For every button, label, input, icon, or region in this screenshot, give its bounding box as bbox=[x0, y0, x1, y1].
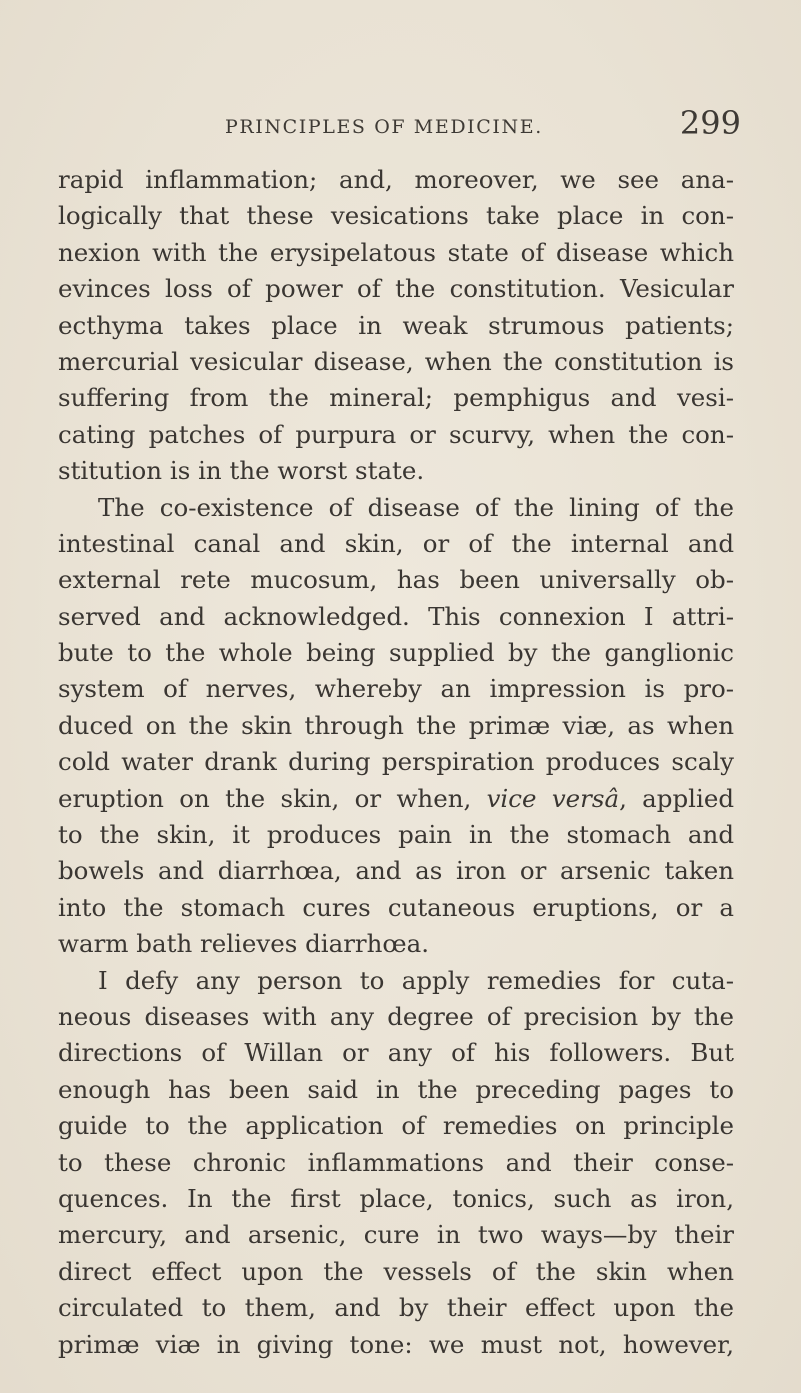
text-line: stitution is in the worst state. bbox=[58, 456, 425, 486]
text-line: warm bath relieves diarrhœa. bbox=[58, 929, 430, 959]
text-line: ecthyma takes place in weak strumous patients; bbox=[58, 310, 734, 340]
page-number: 299 bbox=[679, 104, 741, 142]
text-line: into the stomach cures cutaneous eruptions, or a bbox=[58, 892, 734, 922]
text-line: bute to the whole being supplied by the ganglionic bbox=[58, 638, 734, 668]
text-line: rapid inflammation; and, moreover, we see ana- bbox=[58, 165, 734, 194]
text-line: primæ viæ in giving tone: we must not, however, bbox=[58, 1329, 734, 1359]
text-line: duced on the skin through the primæ viæ, as when bbox=[58, 710, 734, 740]
text-line: served and acknowledged. This connexion I attri- bbox=[58, 601, 734, 631]
text-line: The co-existence of disease of the lining of the bbox=[98, 492, 734, 522]
text-line: system of nerves, whereby an impression is pro- bbox=[58, 674, 734, 704]
text-line: nexion with the erysipelatous state of disease which bbox=[58, 237, 734, 267]
text-line: to these chronic inflammations and their conse- bbox=[58, 1147, 734, 1177]
text-line: I defy any person to apply remedies for cuta- bbox=[98, 965, 734, 995]
text-line: logically that these vesications take place in con- bbox=[58, 201, 734, 231]
text-line: intestinal canal and skin, or of the internal and bbox=[58, 528, 734, 558]
text-line: direct effect upon the vessels of the skin when bbox=[58, 1256, 734, 1286]
text-line: bowels and diarrhœa, and as iron or arsenic taken bbox=[58, 856, 734, 886]
text-line: enough has been said in the preceding pages to bbox=[58, 1074, 734, 1104]
text-line: quences. In the first place, tonics, such as iron, bbox=[58, 1183, 734, 1213]
text-line: to the skin, it produces pain in the stomach and bbox=[58, 820, 734, 850]
text-line: mercurial vesicular disease, when the constitution is bbox=[58, 346, 734, 376]
text-line: cold water drank during perspiration produces scaly bbox=[58, 747, 734, 777]
text-line: evinces loss of power of the constitution. Vesicular bbox=[58, 274, 734, 304]
text-line: eruption on the skin, or when, vice versâ, applied bbox=[58, 783, 735, 813]
text-line: external rete mucosum, has been universally ob- bbox=[58, 565, 734, 595]
text-line: mercury, and arsenic, cure in two ways—by their bbox=[58, 1220, 734, 1250]
running-head: PRINCIPLES OF MEDICINE. bbox=[225, 116, 543, 138]
text-line: cating patches of purpura or scurvy, when the con- bbox=[58, 419, 734, 449]
text-line: circulated to them, and by their effect upon the bbox=[58, 1293, 734, 1323]
page-header bbox=[225, 104, 741, 148]
text-line: directions of Willan or any of his followers. But bbox=[58, 1038, 734, 1068]
body-text bbox=[58, 162, 734, 1363]
text-line: neous diseases with any degree of precision by the bbox=[58, 1001, 734, 1031]
text-line: suffering from the mineral; pemphigus and vesi- bbox=[58, 383, 734, 413]
text-line: guide to the application of remedies on principle bbox=[58, 1111, 734, 1141]
